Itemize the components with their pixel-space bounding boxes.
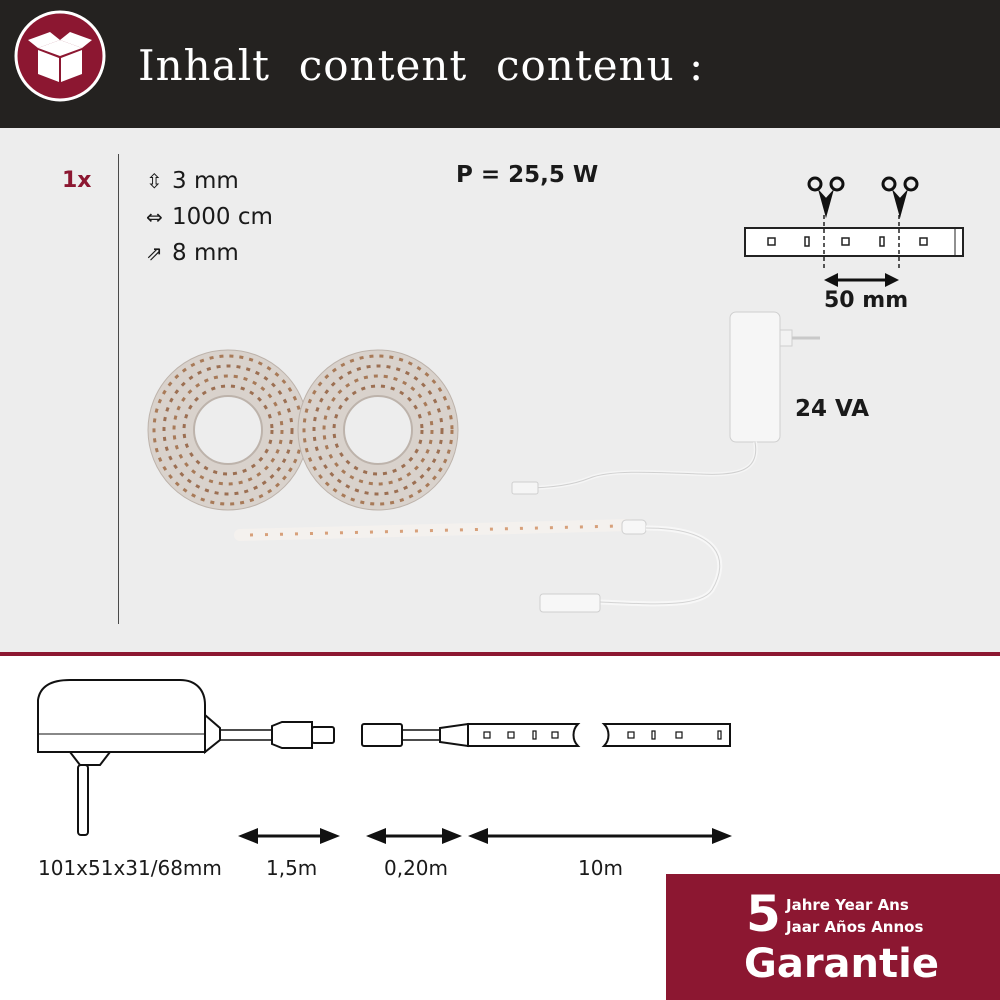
guarantee-years-line1: Jahre Year Ans <box>786 896 909 914</box>
cut-interval-label: 50 mm <box>824 288 909 313</box>
strip-length-label: 10m <box>578 856 623 880</box>
spec-height-value: 3 mm <box>172 168 239 194</box>
height-arrow-icon: ⇳ <box>146 169 163 193</box>
guarantee-years-line2: Jaar Años Annos <box>786 918 924 936</box>
guarantee-badge <box>666 874 1000 1000</box>
adapter-rating-label: 24 VA <box>795 396 870 422</box>
guarantee-word: Garantie <box>744 941 939 987</box>
length-arrow-icon: ⇔ <box>146 205 163 229</box>
adapter-size-label: 101x51x31/68mm <box>38 856 222 880</box>
guarantee-years: 5 <box>746 885 781 943</box>
page-title: Inhalt content contenu : <box>138 41 705 90</box>
power-rating: P = 25,5 W <box>456 162 599 188</box>
connector-length-label: 0,20m <box>384 856 449 880</box>
spec-width-value: 8 mm <box>172 240 239 266</box>
quantity-label: 1x <box>62 168 92 193</box>
spec-length-value: 1000 cm <box>172 204 273 230</box>
width-arrow-icon: ⇗ <box>146 241 163 265</box>
cable-length-label: 1,5m <box>266 856 318 880</box>
